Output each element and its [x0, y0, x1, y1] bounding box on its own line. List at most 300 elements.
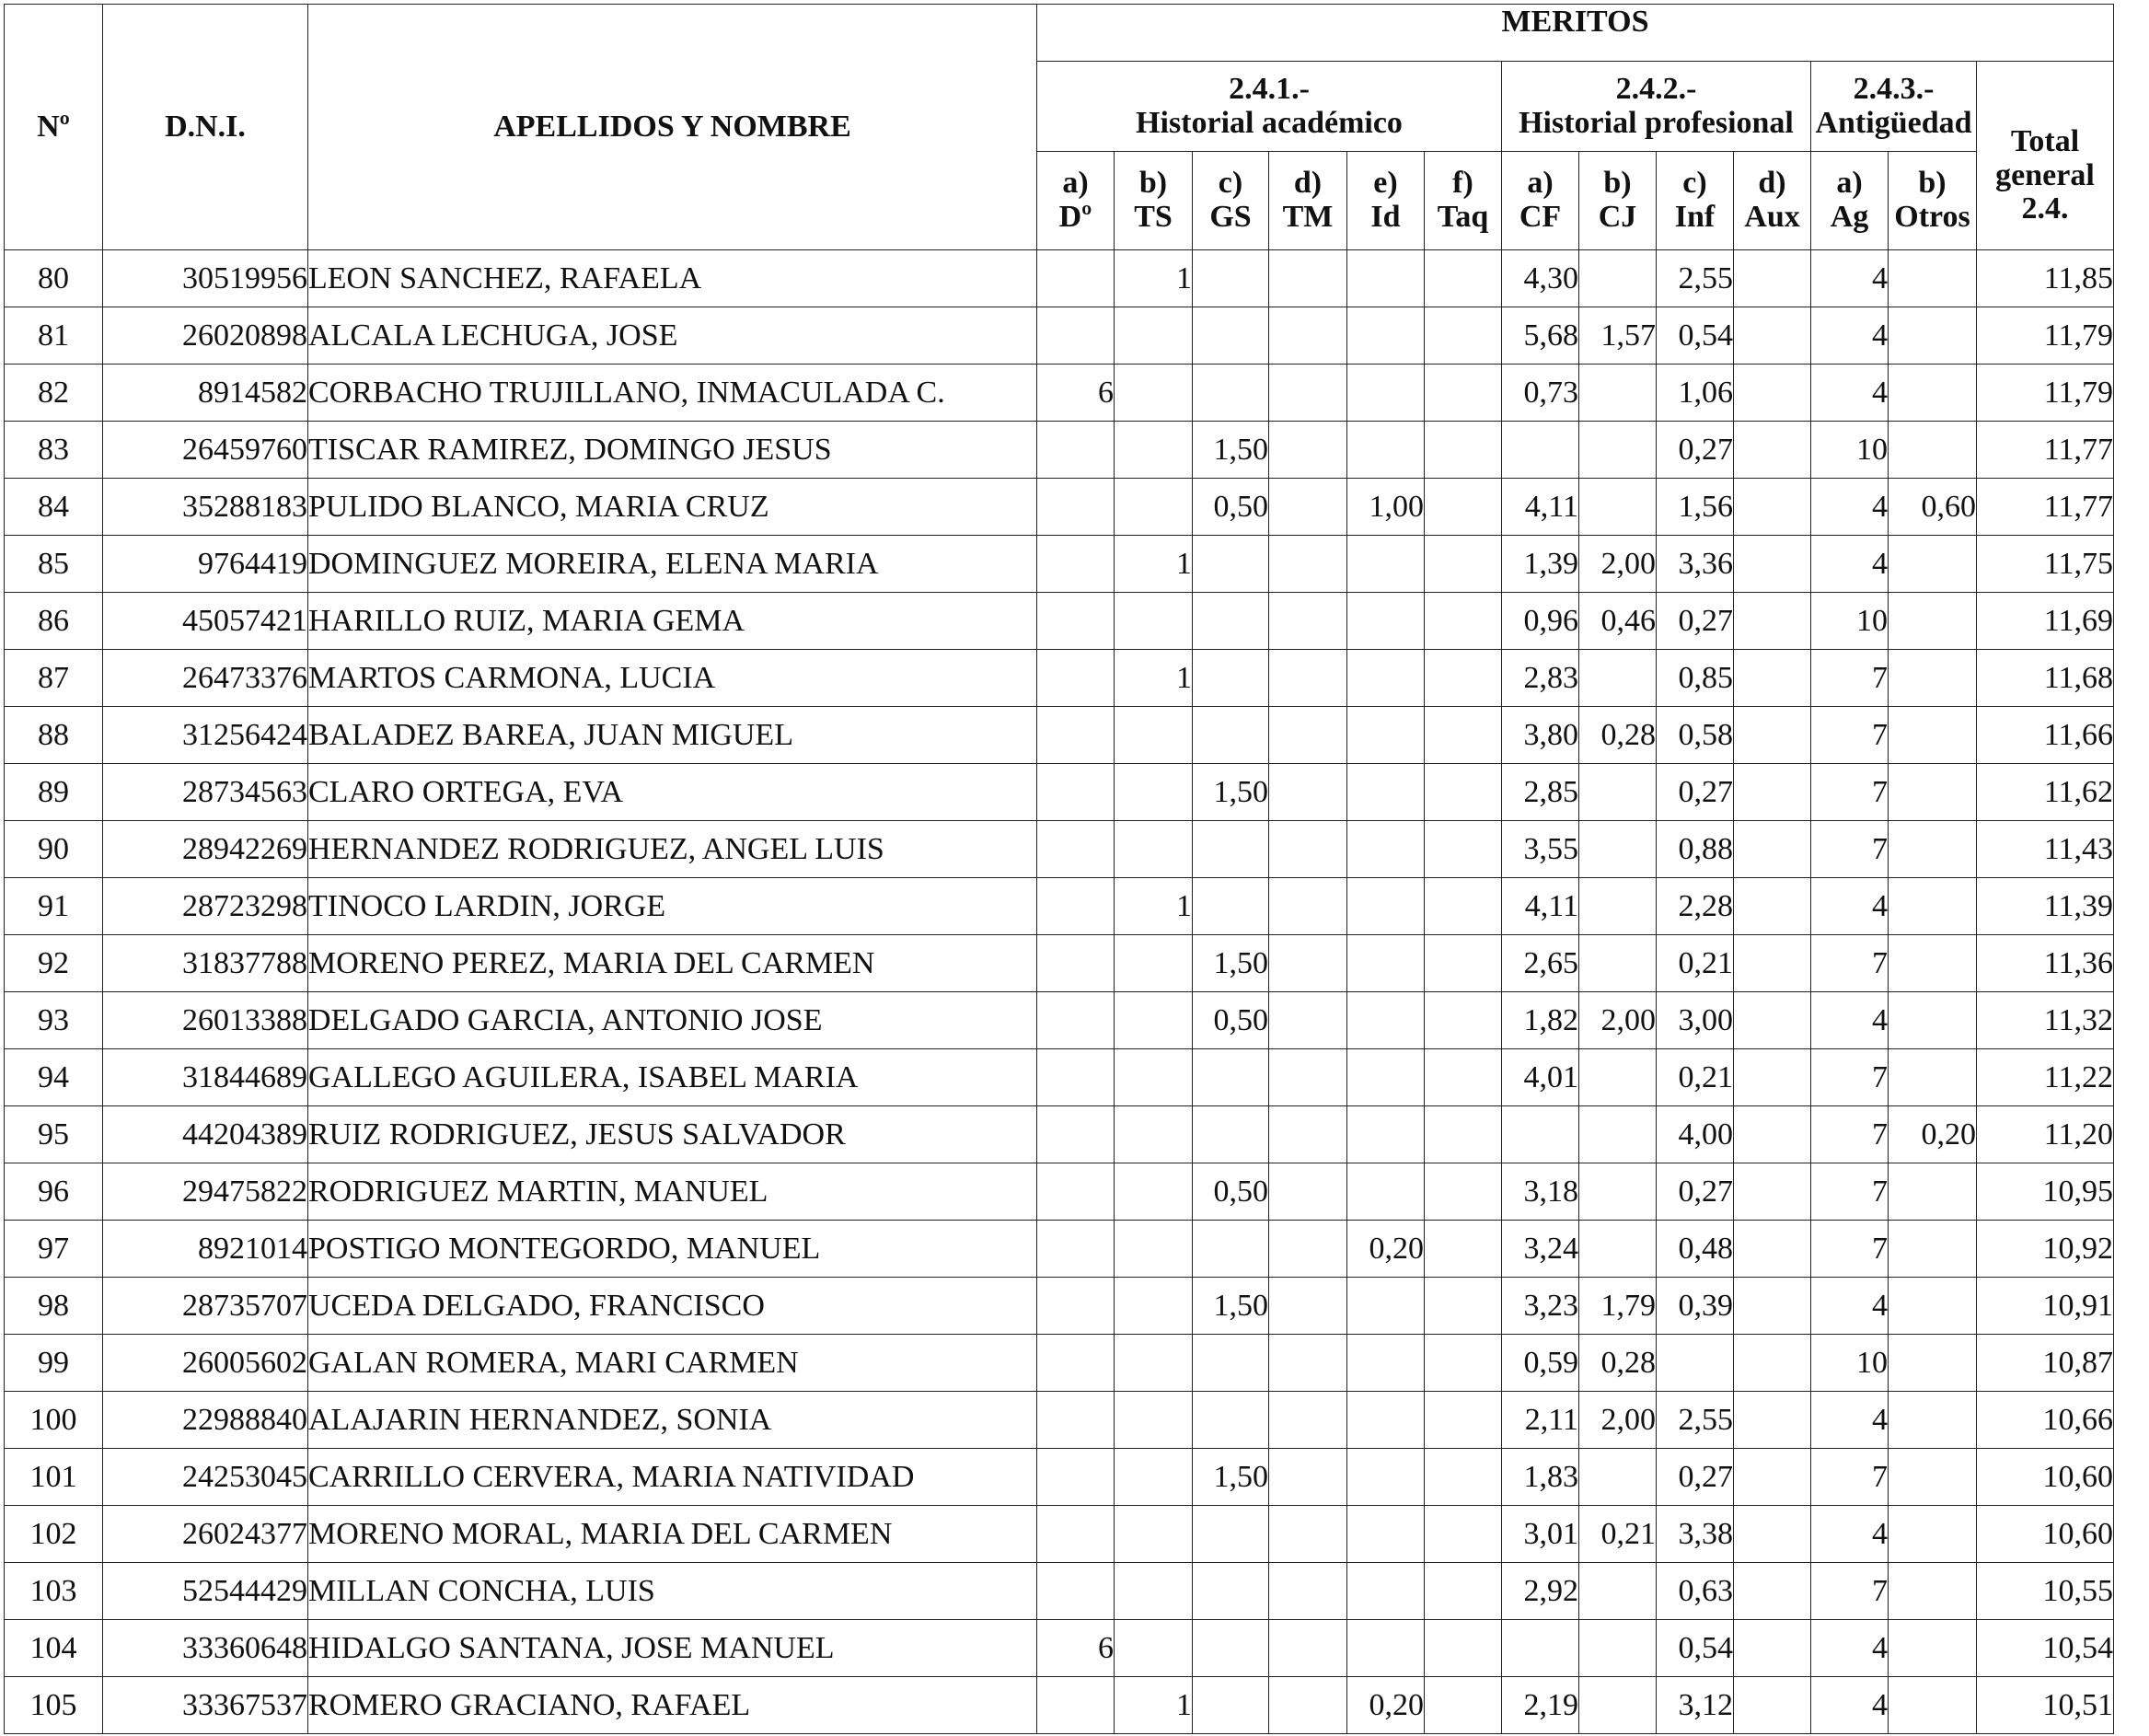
table-row [5, 365, 2114, 422]
row-merit-value: 2,83 [1502, 650, 1579, 707]
group-header-academico [1037, 62, 1502, 152]
row-merit-value [1889, 1506, 1977, 1563]
row-merit-value [1734, 536, 1811, 593]
row-merit-value [1579, 1049, 1657, 1106]
row-merit-value: 0,20 [1347, 1677, 1425, 1734]
row-merit-value [1347, 1392, 1425, 1449]
row-merit-value: 1,56 [1657, 479, 1734, 536]
row-merit-value [1734, 365, 1811, 422]
row-merit-value [1037, 1335, 1115, 1392]
row-merit-value [1734, 250, 1811, 307]
row-merit-value: 5,68 [1502, 307, 1579, 365]
row-merit-value: 4 [1811, 1278, 1889, 1335]
row-name: POSTIGO MONTEGORDO, MANUEL [308, 1221, 1037, 1278]
subcol-header [1579, 152, 1657, 250]
col-header-total [1977, 62, 2114, 250]
row-merit-value: 1,50 [1193, 764, 1269, 821]
row-merit-value [1734, 707, 1811, 764]
row-merit-value [1425, 365, 1502, 422]
row-merit-value: 1,50 [1193, 422, 1269, 479]
row-merit-value [1734, 1049, 1811, 1106]
row-merit-value [1193, 1620, 1269, 1677]
row-merit-value [1347, 422, 1425, 479]
row-merit-value [1269, 593, 1347, 650]
row-merit-value [1269, 1278, 1347, 1335]
table-row [5, 1335, 2114, 1392]
row-merit-value: 1,57 [1579, 307, 1657, 365]
row-merit-value: 2,00 [1579, 536, 1657, 593]
row-merit-value [1889, 365, 1977, 422]
row-merit-value [1037, 1677, 1115, 1734]
row-merit-value: 0,50 [1193, 1163, 1269, 1221]
subcol-header [1115, 152, 1193, 250]
row-merit-value: 4 [1811, 536, 1889, 593]
row-merit-value [1579, 650, 1657, 707]
row-merit-value [1579, 1163, 1657, 1221]
row-number: 91 [5, 878, 103, 935]
row-merit-value [1269, 1221, 1347, 1278]
col-header-meritos: MERITOS [1037, 5, 2114, 62]
subcol-header [1657, 152, 1734, 250]
row-merit-value: 0,27 [1657, 764, 1734, 821]
row-merit-value: 2,00 [1579, 992, 1657, 1049]
row-merit-value: 10 [1811, 593, 1889, 650]
row-name: TINOCO LARDIN, JORGE [308, 878, 1037, 935]
row-total: 10,51 [1977, 1677, 2114, 1734]
row-merit-value [1889, 307, 1977, 365]
row-merit-value [1193, 1049, 1269, 1106]
row-merit-value [1347, 821, 1425, 878]
row-merit-value [1889, 1335, 1977, 1392]
row-merit-value: 0,96 [1502, 593, 1579, 650]
row-merit-value: 4,30 [1502, 250, 1579, 307]
row-merit-value [1734, 1335, 1811, 1392]
row-number: 92 [5, 935, 103, 992]
row-merit-value [1037, 1163, 1115, 1221]
row-merit-value [1347, 935, 1425, 992]
subcol-abbr: CF [1519, 200, 1562, 234]
row-merit-value [1579, 1677, 1657, 1734]
row-merit-value: 2,55 [1657, 1392, 1734, 1449]
row-merit-value [1425, 1278, 1502, 1335]
row-merit-value [1425, 479, 1502, 536]
row-merit-value: 2,28 [1657, 878, 1734, 935]
row-merit-value [1115, 707, 1193, 764]
row-merit-value [1115, 1620, 1193, 1677]
table-row [5, 1563, 2114, 1620]
row-merit-value: 0,46 [1579, 593, 1657, 650]
row-merit-value: 0,63 [1657, 1563, 1734, 1620]
row-total: 10,92 [1977, 1221, 2114, 1278]
row-name: GALAN ROMERA, MARI CARMEN [308, 1335, 1037, 1392]
row-merit-value [1425, 650, 1502, 707]
row-merit-value [1425, 1106, 1502, 1163]
row-merit-value [1037, 1049, 1115, 1106]
row-merit-value: 7 [1811, 1221, 1889, 1278]
table-row [5, 1620, 2114, 1677]
row-name: UCEDA DELGADO, FRANCISCO [308, 1278, 1037, 1335]
row-total: 10,55 [1977, 1563, 2114, 1620]
row-merit-value [1269, 1049, 1347, 1106]
row-merit-value [1889, 1163, 1977, 1221]
row-total: 11,77 [1977, 422, 2114, 479]
row-merit-value: 0,50 [1193, 992, 1269, 1049]
col-header-dni: D.N.I. [103, 5, 308, 250]
subcol-header [1889, 152, 1977, 250]
row-merit-value [1579, 764, 1657, 821]
row-merit-value [1734, 593, 1811, 650]
row-merit-value [1193, 536, 1269, 593]
row-name: LEON SANCHEZ, RAFAELA [308, 250, 1037, 307]
row-number: 81 [5, 307, 103, 365]
col-header-no: Nº [5, 5, 103, 250]
row-merit-value [1425, 1335, 1502, 1392]
group-code: 2.4.1.- [1229, 71, 1310, 106]
row-merit-value: 3,36 [1657, 536, 1734, 593]
row-total: 10,95 [1977, 1163, 2114, 1221]
row-number: 87 [5, 650, 103, 707]
subcol-abbr: Taq [1437, 200, 1489, 234]
row-merit-value: 7 [1811, 1449, 1889, 1506]
table-row [5, 1106, 2114, 1163]
row-merit-value: 4 [1811, 1506, 1889, 1563]
subcol-abbr: Aux [1744, 200, 1800, 234]
row-name: MILLAN CONCHA, LUIS [308, 1563, 1037, 1620]
group-code: 2.4.3.- [1853, 71, 1935, 106]
table-row [5, 593, 2114, 650]
row-merit-value [1115, 821, 1193, 878]
row-merit-value: 3,55 [1502, 821, 1579, 878]
group-title: Historial profesional [1519, 105, 1794, 140]
row-merit-value: 1,39 [1502, 536, 1579, 593]
subcol-abbr: TM [1282, 200, 1334, 234]
row-dni: 26005602 [103, 1335, 308, 1392]
row-name: DELGADO GARCIA, ANTONIO JOSE [308, 992, 1037, 1049]
table-row [5, 536, 2114, 593]
row-merit-value: 3,12 [1657, 1677, 1734, 1734]
row-merit-value [1579, 479, 1657, 536]
row-merit-value: 3,23 [1502, 1278, 1579, 1335]
table-row [5, 1677, 2114, 1734]
row-merit-value [1889, 1049, 1977, 1106]
row-total: 11,79 [1977, 307, 2114, 365]
row-merit-value [1115, 1506, 1193, 1563]
row-name: ROMERO GRACIANO, RAFAEL [308, 1677, 1037, 1734]
row-name: MORENO MORAL, MARIA DEL CARMEN [308, 1506, 1037, 1563]
row-merit-value [1734, 1221, 1811, 1278]
row-merit-value [1269, 992, 1347, 1049]
subcol-header [1734, 152, 1811, 250]
table-row [5, 307, 2114, 365]
row-dni: 29475822 [103, 1163, 308, 1221]
row-merit-value: 1 [1115, 650, 1193, 707]
row-merit-value [1115, 593, 1193, 650]
row-merit-value: 2,65 [1502, 935, 1579, 992]
row-merit-value [1115, 764, 1193, 821]
row-dni: 26459760 [103, 422, 308, 479]
row-merit-value: 4,11 [1502, 878, 1579, 935]
row-merit-value: 0,73 [1502, 365, 1579, 422]
row-merit-value: 1,82 [1502, 992, 1579, 1049]
row-merit-value [1269, 821, 1347, 878]
row-merit-value [1889, 1620, 1977, 1677]
row-number: 93 [5, 992, 103, 1049]
row-total: 11,43 [1977, 821, 2114, 878]
row-number: 94 [5, 1049, 103, 1106]
row-merit-value [1037, 250, 1115, 307]
row-merit-value: 2,00 [1579, 1392, 1657, 1449]
subcol-letter: a) [1836, 166, 1863, 201]
row-merit-value [1037, 707, 1115, 764]
row-merit-value [1889, 878, 1977, 935]
row-merit-value: 0,27 [1657, 593, 1734, 650]
row-number: 104 [5, 1620, 103, 1677]
row-number: 100 [5, 1392, 103, 1449]
table-row [5, 878, 2114, 935]
row-merit-value: 3,00 [1657, 992, 1734, 1049]
row-total: 10,66 [1977, 1392, 2114, 1449]
row-merit-value: 3,18 [1502, 1163, 1579, 1221]
row-number: 82 [5, 365, 103, 422]
row-name: MARTOS CARMONA, LUCIA [308, 650, 1037, 707]
subcol-header [1425, 152, 1502, 250]
group-header-antiguedad [1811, 62, 1977, 152]
row-merit-value [1734, 1620, 1811, 1677]
row-merit-value [1193, 1392, 1269, 1449]
row-merit-value: 0,28 [1579, 707, 1657, 764]
row-merit-value [1734, 422, 1811, 479]
row-dni: 28734563 [103, 764, 308, 821]
subcol-letter: c) [1682, 166, 1707, 201]
row-total: 11,20 [1977, 1106, 2114, 1163]
row-merit-value [1425, 593, 1502, 650]
row-number: 84 [5, 479, 103, 536]
row-name: CORBACHO TRUJILLANO, INMACULADA C. [308, 365, 1037, 422]
row-merit-value [1269, 479, 1347, 536]
row-merit-value [1734, 1392, 1811, 1449]
row-total: 11,39 [1977, 878, 2114, 935]
row-merit-value [1734, 1163, 1811, 1221]
row-merit-value [1425, 250, 1502, 307]
row-merit-value [1734, 1449, 1811, 1506]
row-name: GALLEGO AGUILERA, ISABEL MARIA [308, 1049, 1037, 1106]
row-merit-value [1037, 650, 1115, 707]
subcol-abbr: Ag [1830, 200, 1869, 234]
row-merit-value: 4 [1811, 250, 1889, 307]
row-merit-value [1425, 536, 1502, 593]
row-merit-value: 10 [1811, 422, 1889, 479]
row-number: 86 [5, 593, 103, 650]
row-merit-value: 4 [1811, 1620, 1889, 1677]
subcol-abbr: CJ [1598, 200, 1637, 234]
row-merit-value [1579, 1106, 1657, 1163]
row-number: 103 [5, 1563, 103, 1620]
row-merit-value [1269, 536, 1347, 593]
row-merit-value [1425, 1221, 1502, 1278]
row-merit-value: 4,11 [1502, 479, 1579, 536]
row-merit-value [1269, 1620, 1347, 1677]
row-merit-value [1889, 1221, 1977, 1278]
row-merit-value: 3,80 [1502, 707, 1579, 764]
row-merit-value [1193, 1677, 1269, 1734]
row-merit-value [1115, 1163, 1193, 1221]
row-total: 11,22 [1977, 1049, 2114, 1106]
row-merit-value [1115, 1221, 1193, 1278]
row-merit-value: 7 [1811, 1563, 1889, 1620]
row-merit-value: 0,27 [1657, 422, 1734, 479]
subcol-letter: b) [1918, 166, 1947, 201]
table-row [5, 1278, 2114, 1335]
row-number: 85 [5, 536, 103, 593]
row-merit-value: 0,39 [1657, 1278, 1734, 1335]
row-merit-value [1734, 650, 1811, 707]
row-merit-value: 4 [1811, 479, 1889, 536]
row-name: CARRILLO CERVERA, MARIA NATIVIDAD [308, 1449, 1037, 1506]
row-total: 11,69 [1977, 593, 2114, 650]
row-merit-value: 7 [1811, 1163, 1889, 1221]
row-merit-value: 0,48 [1657, 1221, 1734, 1278]
row-merit-value [1269, 1563, 1347, 1620]
row-merit-value [1347, 1278, 1425, 1335]
row-merit-value: 0,88 [1657, 821, 1734, 878]
row-name: BALADEZ BAREA, JUAN MIGUEL [308, 707, 1037, 764]
row-merit-value [1889, 764, 1977, 821]
row-merit-value: 6 [1037, 365, 1115, 422]
table-row [5, 1506, 2114, 1563]
row-merit-value: 7 [1811, 764, 1889, 821]
subcol-letter: d) [1758, 166, 1786, 201]
row-merit-value [1347, 878, 1425, 935]
row-name: RUIZ RODRIGUEZ, JESUS SALVADOR [308, 1106, 1037, 1163]
row-merit-value [1269, 1677, 1347, 1734]
row-merit-value [1734, 479, 1811, 536]
table-row [5, 479, 2114, 536]
row-merit-value [1734, 992, 1811, 1049]
row-merit-value [1115, 1278, 1193, 1335]
table-row [5, 707, 2114, 764]
row-merit-value [1347, 536, 1425, 593]
row-merit-value [1502, 1106, 1579, 1163]
table-row [5, 764, 2114, 821]
row-merit-value: 0,58 [1657, 707, 1734, 764]
row-merit-value [1193, 1106, 1269, 1163]
row-merit-value [1115, 365, 1193, 422]
table-row [5, 1392, 2114, 1449]
group-title: Historial académico [1136, 105, 1403, 140]
row-merit-value: 4,01 [1502, 1049, 1579, 1106]
row-merit-value [1889, 1449, 1977, 1506]
row-merit-value [1425, 307, 1502, 365]
row-merit-value [1579, 422, 1657, 479]
row-merit-value [1425, 707, 1502, 764]
row-merit-value [1115, 992, 1193, 1049]
row-name: CLARO ORTEGA, EVA [308, 764, 1037, 821]
row-dni: 26013388 [103, 992, 308, 1049]
row-merit-value [1347, 307, 1425, 365]
row-merit-value: 7 [1811, 935, 1889, 992]
row-merit-value [1579, 935, 1657, 992]
row-name: MORENO PEREZ, MARIA DEL CARMEN [308, 935, 1037, 992]
subcol-letter: a) [1062, 166, 1089, 201]
row-dni: 26020898 [103, 307, 308, 365]
row-total: 11,75 [1977, 536, 2114, 593]
row-merit-value: 1 [1115, 250, 1193, 307]
row-merit-value [1269, 422, 1347, 479]
subcol-abbr: Dº [1058, 200, 1092, 234]
row-merit-value [1037, 878, 1115, 935]
row-merit-value [1889, 1563, 1977, 1620]
row-merit-value [1037, 1449, 1115, 1506]
subcol-header [1193, 152, 1269, 250]
row-merit-value [1734, 1278, 1811, 1335]
row-merit-value [1889, 821, 1977, 878]
row-merit-value [1889, 1677, 1977, 1734]
row-merit-value: 6 [1037, 1620, 1115, 1677]
row-merit-value [1347, 1449, 1425, 1506]
row-dni: 44204389 [103, 1106, 308, 1163]
row-number: 89 [5, 764, 103, 821]
row-merit-value: 1 [1115, 536, 1193, 593]
row-merit-value [1115, 1449, 1193, 1506]
row-merit-value [1347, 1620, 1425, 1677]
row-merit-value: 0,20 [1347, 1221, 1425, 1278]
subcol-abbr: Inf [1674, 200, 1716, 234]
row-merit-value: 1,06 [1657, 365, 1734, 422]
row-merit-value [1347, 1163, 1425, 1221]
row-merit-value: 0,27 [1657, 1449, 1734, 1506]
row-number: 83 [5, 422, 103, 479]
row-total: 11,66 [1977, 707, 2114, 764]
row-total: 11,85 [1977, 250, 2114, 307]
row-merit-value [1269, 878, 1347, 935]
subcol-letter: b) [1138, 166, 1168, 201]
row-merit-value [1425, 821, 1502, 878]
row-merit-value: 7 [1811, 707, 1889, 764]
row-total: 10,91 [1977, 1278, 2114, 1335]
row-merit-value [1579, 250, 1657, 307]
row-number: 97 [5, 1221, 103, 1278]
row-merit-value [1425, 1049, 1502, 1106]
row-merit-value: 7 [1811, 1106, 1889, 1163]
row-merit-value: 7 [1811, 650, 1889, 707]
subcol-letter: f) [1452, 166, 1473, 201]
row-merit-value: 4 [1811, 365, 1889, 422]
row-total: 10,60 [1977, 1449, 2114, 1506]
row-merit-value [1502, 1620, 1579, 1677]
row-name: TISCAR RAMIREZ, DOMINGO JESUS [308, 422, 1037, 479]
row-merit-value [1037, 1506, 1115, 1563]
row-merit-value [1347, 1563, 1425, 1620]
subcol-header [1811, 152, 1889, 250]
row-merit-value [1734, 821, 1811, 878]
group-code: 2.4.2.- [1615, 71, 1697, 106]
row-merit-value [1425, 422, 1502, 479]
row-merit-value [1425, 878, 1502, 935]
row-merit-value: 0,28 [1579, 1335, 1657, 1392]
row-total: 11,62 [1977, 764, 2114, 821]
row-merit-value [1115, 479, 1193, 536]
row-merit-value [1269, 1335, 1347, 1392]
row-merit-value [1425, 935, 1502, 992]
row-dni: 26024377 [103, 1506, 308, 1563]
row-merit-value [1734, 1677, 1811, 1734]
subcol-abbr: Id [1370, 200, 1401, 234]
row-merit-value [1502, 422, 1579, 479]
table-row [5, 1449, 2114, 1506]
row-merit-value [1579, 821, 1657, 878]
row-merit-value: 4,00 [1657, 1106, 1734, 1163]
row-total: 10,60 [1977, 1506, 2114, 1563]
